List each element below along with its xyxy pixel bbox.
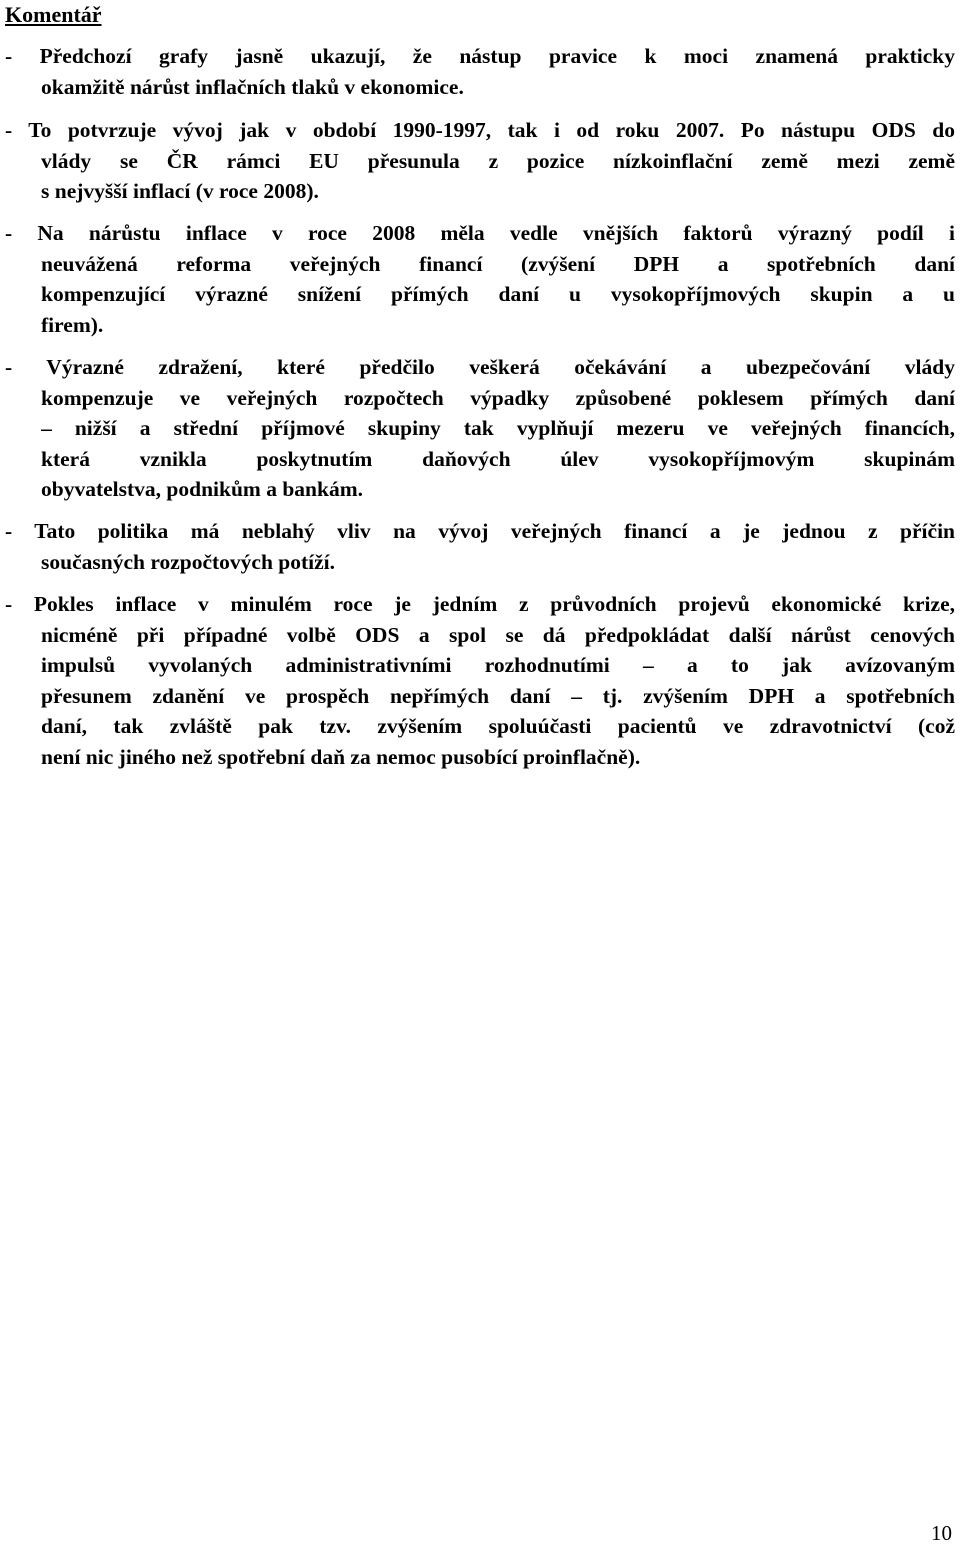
paragraph-line: - Na nárůstu inflace v roce 2008 měla vedle vnějších faktorů výrazný podíl i xyxy=(5,221,955,245)
bullet-paragraph-2 xyxy=(5,115,955,207)
paragraph-line: s nejvyšší inflací (v roce 2008). xyxy=(41,179,319,203)
paragraph-line: - Předchozí grafy jasně ukazují, že nástup pravice k moci znamená prakticky xyxy=(5,44,955,68)
paragraph-line: není nic jiného než spotřební daň za nemoc pusobící proinflačně). xyxy=(41,744,641,769)
paragraph-line: firem). xyxy=(41,312,104,337)
bullet-paragraph-4 xyxy=(5,352,955,505)
paragraph-line: - Pokles inflace v minulém roce je jedním z průvodních projevů ekonomické krize, xyxy=(5,592,955,616)
paragraph-line: vlády se ČR rámci EU přesunula z pozice nízkoinflační země mezi země xyxy=(41,148,955,173)
page-number: 10 xyxy=(931,1521,952,1545)
paragraph-line: - Tato politika má neblahý vliv na vývoj veřejných financí a je jednou z příčin xyxy=(5,519,955,543)
paragraph-line: - Výrazné zdražení, které předčilo veškerá očekávání a ubezpečování vlády xyxy=(5,355,955,379)
paragraph-line: – nižší a střední příjmové skupiny tak vyplňují mezeru ve veřejných financích, xyxy=(41,416,955,440)
paragraph-line: okamžitě nárůst inflačních tlaků v ekonomice. xyxy=(41,74,464,99)
bullet-paragraph-5 xyxy=(5,516,955,577)
paragraph-line: současných rozpočtových potíží. xyxy=(41,549,336,574)
paragraph-line: obyvatelstva, podnikům a bankám. xyxy=(41,477,363,501)
paragraph-line: kompenzuje ve veřejných rozpočtech výpadky způsobené poklesem přímých daní xyxy=(41,385,955,410)
paragraph-line: - To potvrzuje vývoj jak v období 1990-1997, tak i od roku 2007. Po nástupu ODS do xyxy=(5,118,955,142)
section-heading: Komentář xyxy=(5,2,102,27)
bullet-paragraph-1 xyxy=(5,41,955,102)
paragraph-line: daní, tak zvláště pak tzv. zvýšením spoluúčasti pacientů ve zdravotnictví (což xyxy=(41,714,955,738)
paragraph-line: která vznikla poskytnutím daňových úlev vysokopříjmovým skupinám xyxy=(41,446,955,471)
paragraph-line: přesunem zdanění ve prospěch nepřímých daní – tj. zvýšením DPH a spotřebních xyxy=(41,683,955,708)
bullet-paragraph-6 xyxy=(5,589,955,772)
paragraph-line: neuvážená reforma veřejných financí (zvýšení DPH a spotřebních daní xyxy=(41,251,955,276)
paragraph-line: nicméně při případné volbě ODS a spol se dá předpokládat další nárůst cenových xyxy=(41,622,955,647)
paragraph-line: kompenzující výrazné snížení přímých daní u vysokopříjmových skupin a u xyxy=(41,282,955,306)
bullet-paragraph-3 xyxy=(5,218,955,340)
paragraph-line: impulsů vyvolaných administrativními rozhodnutími – a to jak avízovaným xyxy=(41,653,955,677)
